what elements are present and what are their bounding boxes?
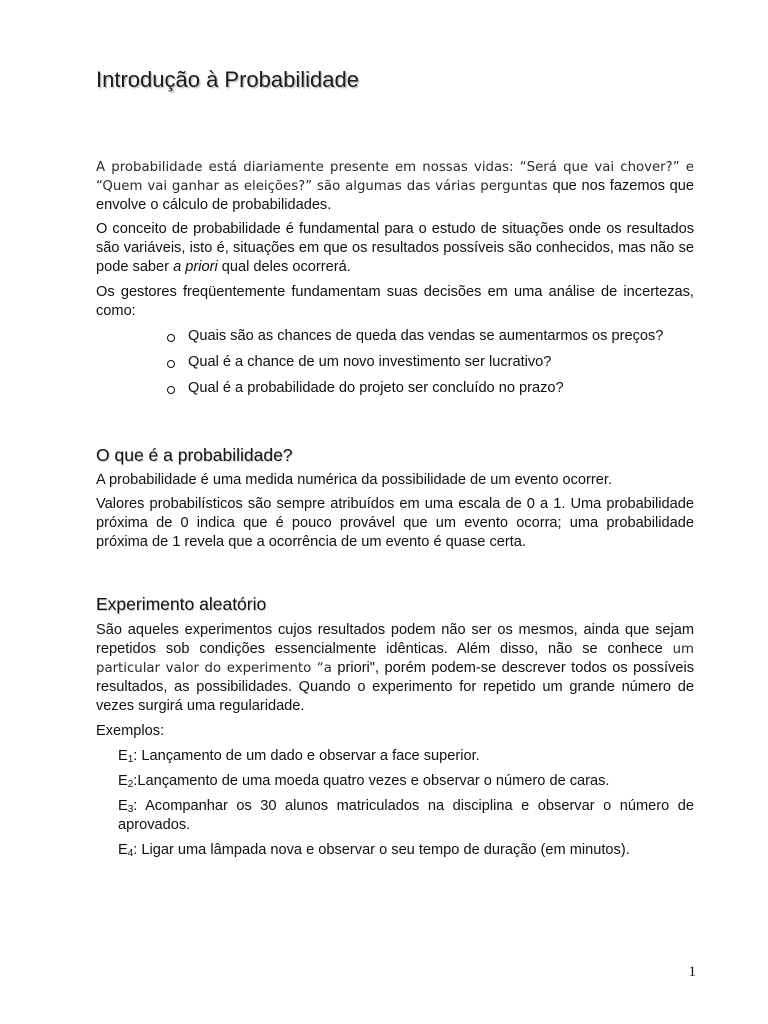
example-letter: E [118, 773, 128, 789]
intro-p2-text: O conceito de probabilidade é fundamental para o estudo de situações onde os resultados são variáveis, isto é, situações em que os resultados possíveis são conhecidos, mas não se pode saber [96, 221, 694, 275]
circle-bullet-icon [167, 386, 175, 394]
section-heading: Experimento aleatório [96, 594, 267, 614]
list-item [96, 353, 694, 379]
example-letter: E [118, 748, 128, 764]
example-subscript: 2 [127, 779, 134, 790]
example-letter: E [118, 842, 128, 858]
question-text: Qual é a probabilidade do projeto ser concluído no prazo? [188, 380, 564, 396]
question-text: Quais são as chances de queda das vendas se aumentarmos os preços? [188, 328, 664, 344]
questions-list [96, 327, 694, 405]
section-what-is-probability [96, 444, 694, 552]
intro-paragraph-1 [96, 158, 694, 215]
intro-section [96, 158, 694, 405]
circle-bullet-icon [167, 360, 175, 368]
intro-thin-text: A probabilidade está diariamente presente em nossas vidas: “Será que vai chover?” e “Quem vai ganhar as eleições?” são algumas das várias perguntas [96, 160, 694, 194]
example-letter: E [118, 798, 128, 814]
example-text: : Lançamento de um dado e observar a face superior. [133, 748, 480, 764]
examples-label: Exemplos: [96, 723, 165, 739]
example-subscript: 3 [127, 804, 134, 815]
example-item [118, 841, 694, 860]
example-text: : Ligar uma lâmpada nova e observar o seu tempo de duração (em minutos). [133, 842, 630, 858]
question-text: Qual é a chance de um novo investimento ser lucrativo? [188, 354, 552, 370]
section1-paragraph-2: Valores probabilísticos são sempre atribuídos em uma escala de 0 a 1. Uma probabilidade próxima de 0 indica que é pouco provável que um evento ocorra; uma probabilidade próxima de 1 revela que a ocorrência de um evento é quase certa. [96, 496, 694, 550]
page-title: Introdução à Probabilidade [96, 67, 359, 92]
intro-regular-text: que nos fazemos que envolve o cálculo de probabilidades. [96, 178, 694, 213]
example-subscript: 4 [127, 848, 134, 859]
intro-paragraph-3: Os gestores freqüentemente fundamentam suas decisões em uma análise de incertezas, como: [96, 284, 694, 319]
page-number: 1 [688, 964, 696, 980]
example-item [118, 797, 694, 835]
intro-p2-end: qual deles ocorrerá. [217, 259, 351, 275]
intro-paragraph-2 [96, 220, 694, 277]
circle-bullet-icon [167, 334, 175, 342]
example-item [118, 772, 694, 791]
example-text: : Acompanhar os 30 alunos matriculados na disciplina e observar o número de aprovados. [118, 798, 694, 833]
a-priori-italic: a priori [173, 259, 218, 275]
list-item [96, 379, 694, 405]
section2-text: São aqueles experimentos cujos resultados podem não ser os mesmos, ainda que sejam repetidos sob condições essencialmente idênticas. Além disso, não se conhece [96, 622, 694, 657]
section2-paragraph-1 [96, 621, 694, 716]
example-item [118, 747, 694, 766]
section2-thin-text: um particular valor do experimento “a [96, 642, 694, 676]
example-subscript: 1 [127, 754, 134, 765]
list-item [96, 327, 694, 353]
section2-text-end: priori", porém podem-se descrever todos os possíveis resultados, as possibilidades. Quando o experimento for repetido um grande número de vezes surgirá uma regularidade. [96, 660, 694, 714]
example-text: :Lançamento de uma moeda quatro vezes e observar o número de caras. [133, 773, 610, 789]
section-random-experiment [96, 593, 694, 860]
section-heading: O que é a probabilidade? [96, 445, 293, 465]
section1-paragraph-1: A probabilidade é uma medida numérica da possibilidade de um evento ocorrer. [96, 472, 612, 488]
